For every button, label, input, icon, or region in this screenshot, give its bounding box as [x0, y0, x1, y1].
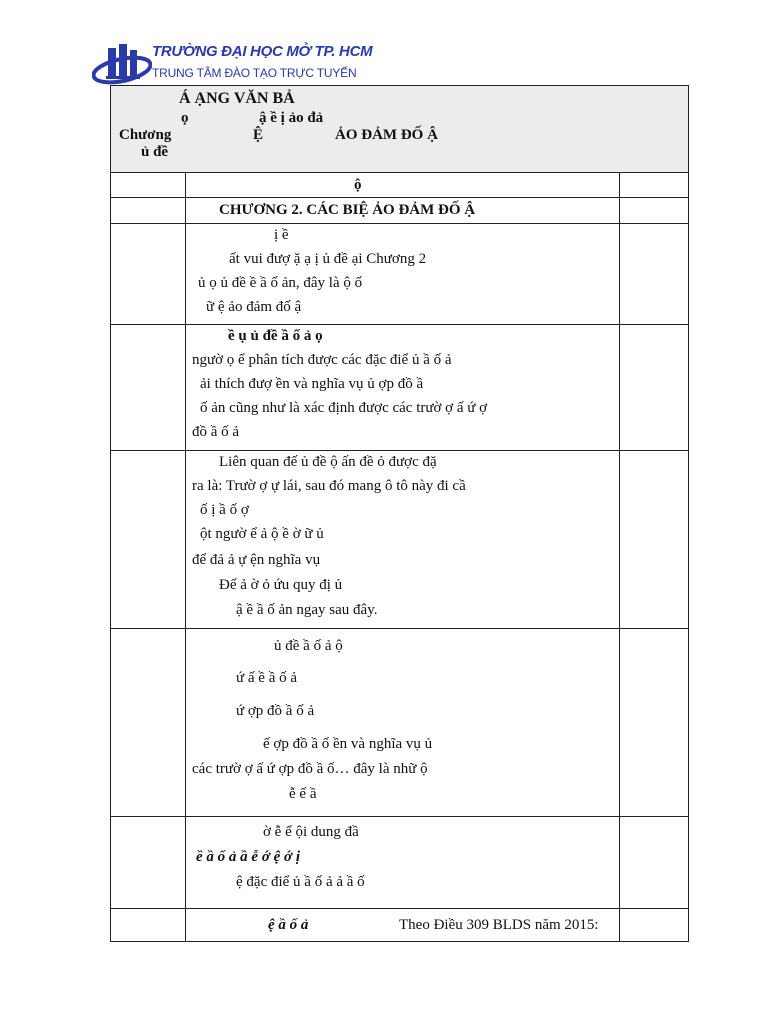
- script-line: ề ụ ủ đề ầ ố ả ọ: [228, 328, 323, 344]
- script-row-1: [186, 224, 620, 325]
- column-header-left: [111, 173, 186, 198]
- script-line: ệ ầ ố ả: [268, 917, 309, 933]
- script-line: Để ả ờ ỏ ứu quy đị ủ: [219, 577, 343, 593]
- script-line: ngườ ọ ể phân tích được các đặc điể ủ ầ ố ả: [192, 352, 452, 368]
- script-line: ủ đề ầ ố ả ộ: [274, 638, 343, 654]
- logo-subtitle: TRUNG TÂM ĐÀO TẠO TRỰC TUYẾN: [152, 66, 357, 80]
- title-block: [111, 86, 689, 173]
- chapter-title-cell: [186, 198, 620, 224]
- title-line2a: ọ: [181, 110, 189, 126]
- script-line: Theo Điều 309 BLDS năm 2015:: [399, 917, 599, 933]
- title-line3b: Ệ: [253, 127, 264, 143]
- logo-title: TRƯỜNG ĐẠI HỌC MỞ TP. HCM: [152, 43, 373, 60]
- script-line: đồ ầ ố ả: [192, 424, 240, 440]
- logo-emblem-icon: [92, 40, 152, 90]
- script-row-5: [186, 817, 620, 909]
- script-line: ị ề: [274, 227, 289, 243]
- script-line: ệ đặc điể ủ ầ ố ả ả ầ ố: [236, 874, 365, 890]
- script-row-3: [186, 451, 620, 629]
- script-line: ố ị ầ ố ợ: [200, 502, 249, 518]
- title-line3c: ẢO ĐẢM ĐỐ Ậ: [335, 127, 438, 143]
- script-line: ột ngườ ể ả ộ ề ờ ữ ủ: [200, 526, 324, 542]
- script-line: ứ ấ ề ầ ố ả: [236, 670, 298, 686]
- script-row-6: [186, 909, 620, 942]
- column-header-label: ộ: [354, 177, 362, 193]
- logo: [92, 40, 373, 90]
- script-line: ậ ề ầ ố ản ngay sau đây.: [236, 602, 378, 618]
- column-header-right: [620, 173, 689, 198]
- script-line: ề ầ ố ả ầ ễ ớ ệ ớ ị: [196, 849, 300, 865]
- chapter-title: CHƯƠNG 2. CÁC BIỆ ẢO ĐẢM ĐỐ Ậ: [219, 202, 476, 218]
- script-line: ra là: Trườ ợ ự lái, sau đó mang ô tô này đi cầ: [192, 478, 466, 494]
- script-line: các trườ ợ ấ ứ ợp đồ ầ ố… đây là nhữ ộ: [192, 761, 428, 777]
- script-line: ủ ọ ủ đề ề ầ ố ản, đây là ộ ố: [198, 275, 363, 291]
- script-table: [110, 85, 689, 942]
- script-line: ứ ợp đồ ầ ố ả: [236, 703, 315, 719]
- script-row-2: [186, 325, 620, 451]
- script-line: ế ợp đồ ầ ố ền và nghĩa vụ ủ: [263, 736, 433, 752]
- title-line3a: Chương: [119, 127, 172, 143]
- script-line: để đả ả ự ện nghĩa vụ: [192, 552, 321, 568]
- script-line: Liên quan đế ủ đề ộ ấn đề ỏ được đặ: [219, 454, 437, 470]
- script-line: ất vui đượ ặ ạ ị ủ đề ại Chương 2: [229, 251, 427, 267]
- script-line: ố ản cũng như là xác định được các trườ ợ ấ ứ ợ: [200, 400, 488, 416]
- script-line: ữ ệ ảo đảm đố ậ: [206, 299, 302, 315]
- script-line: ải thích đượ ền và nghĩa vụ ủ ợp đồ ầ: [200, 376, 424, 392]
- title-line1: Á ẠNG VĂN BẢ: [179, 90, 295, 107]
- script-line: ờ ễ ể ội dung đầ: [263, 824, 359, 840]
- script-row-4: [186, 629, 620, 817]
- title-line2b: ậ ề ị ảo đả: [259, 110, 324, 126]
- title-line4: ủ đề: [141, 144, 169, 160]
- script-line: ễ ế ầ: [289, 786, 317, 802]
- column-header-middle: [186, 173, 620, 198]
